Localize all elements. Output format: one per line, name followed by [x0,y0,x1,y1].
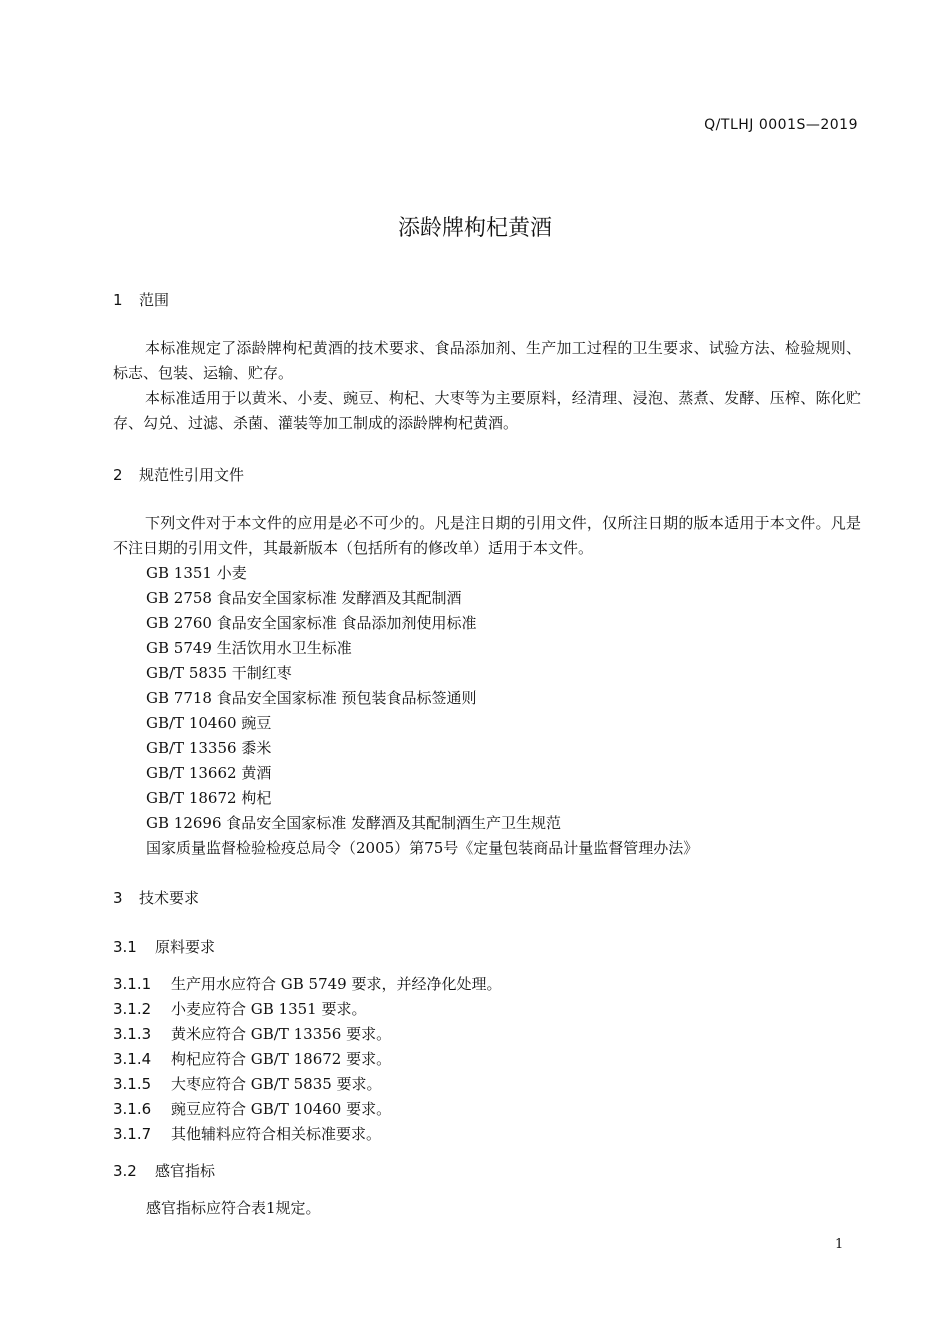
section-number: 2 [113,466,123,484]
reference-item: GB 1351 小麦 [146,564,247,582]
section-2-heading [113,464,244,485]
section-3-heading [113,887,199,908]
requirement-text: 黄米应符合 GB/T 13356 要求。 [171,1025,392,1043]
scope-paragraph-2: 本标准适用于以黄米、小麦、豌豆、枸杞、大枣等为主要原料，经清理、浸泡、蒸煮、发酵、压榨、陈化贮存、勾兑、过滤、杀菌、灌装等加工制成的添龄牌枸杞黄酒。 [113,389,861,432]
requirement-text: 生产用水应符合 GB 5749 要求，并经净化处理。 [171,975,502,993]
section-number: 1 [113,291,123,309]
section-title: 范围 [139,291,170,309]
section-number: 3 [113,889,123,907]
requirement-item [113,1023,391,1044]
subsection-3-2-heading [113,1160,215,1181]
requirement-number: 3.1.7 [113,1125,152,1143]
requirement-number: 3.1.5 [113,1075,152,1093]
sensory-paragraph: 感官指标应符合表1规定。 [146,1199,321,1217]
reference-item: GB 5749 生活饮用水卫生标准 [146,639,352,657]
requirement-item [113,1048,391,1069]
reference-item: GB 12696 食品安全国家标准 发酵酒及其配制酒生产卫生规范 [146,814,562,832]
requirement-item [113,1073,382,1094]
requirement-item [113,1123,381,1144]
subsection-3-1-heading [113,936,215,957]
reference-item: GB/T 13662 黄酒 [146,764,272,782]
reference-item: GB 2758 食品安全国家标准 发酵酒及其配制酒 [146,589,462,607]
document-title: 添龄牌枸杞黄酒 [397,216,552,241]
requirement-number: 3.1.2 [113,1000,152,1018]
requirement-item [113,973,502,994]
reference-item: GB/T 5835 干制红枣 [146,664,292,682]
scope-paragraph-1: 本标准规定了添龄牌枸杞黄酒的技术要求、食品添加剂、生产加工过程的卫生要求、试验方法、检验规则、标志、包装、运输、贮存。 [113,339,861,382]
requirement-item [113,1098,391,1119]
requirement-text: 豌豆应符合 GB/T 10460 要求。 [171,1100,392,1118]
requirement-text: 枸杞应符合 GB/T 18672 要求。 [171,1050,392,1068]
standard-code: Q/TLHJ 0001S—2019 [704,117,858,133]
subsection-title: 感官指标 [155,1162,216,1180]
reference-item: 国家质量监督检验检疫总局令（2005）第75号《定量包装商品计量监督管理办法》 [146,839,699,857]
subsection-number: 3.1 [113,938,137,956]
reference-item: GB/T 10460 豌豆 [146,714,272,732]
requirement-number: 3.1.6 [113,1100,152,1118]
subsection-title: 原料要求 [155,938,216,956]
section-title: 规范性引用文件 [139,466,245,484]
requirement-text: 大枣应符合 GB/T 5835 要求。 [171,1075,382,1093]
references-intro: 下列文件对于本文件的应用是必不可少的。凡是注日期的引用文件，仅所注日期的版本适用于本文件。凡是不注日期的引用文件，其最新版本（包括所有的修改单）适用于本文件。 [113,514,861,557]
requirement-number: 3.1.3 [113,1025,152,1043]
reference-item: GB 2760 食品安全国家标准 食品添加剂使用标准 [146,614,477,632]
reference-item: GB/T 18672 枸杞 [146,789,272,807]
section-title: 技术要求 [139,889,200,907]
reference-item: GB 7718 食品安全国家标准 预包装食品标签通则 [146,689,477,707]
requirement-number: 3.1.4 [113,1050,152,1068]
section-1-heading [113,289,169,310]
requirement-text: 小麦应符合 GB 1351 要求。 [171,1000,367,1018]
reference-item: GB/T 13356 黍米 [146,739,272,757]
page-number: 1 [835,1237,844,1252]
requirement-number: 3.1.1 [113,975,152,993]
requirement-text: 其他辅料应符合相关标准要求。 [171,1125,382,1143]
requirement-item [113,998,366,1019]
subsection-number: 3.2 [113,1162,137,1180]
